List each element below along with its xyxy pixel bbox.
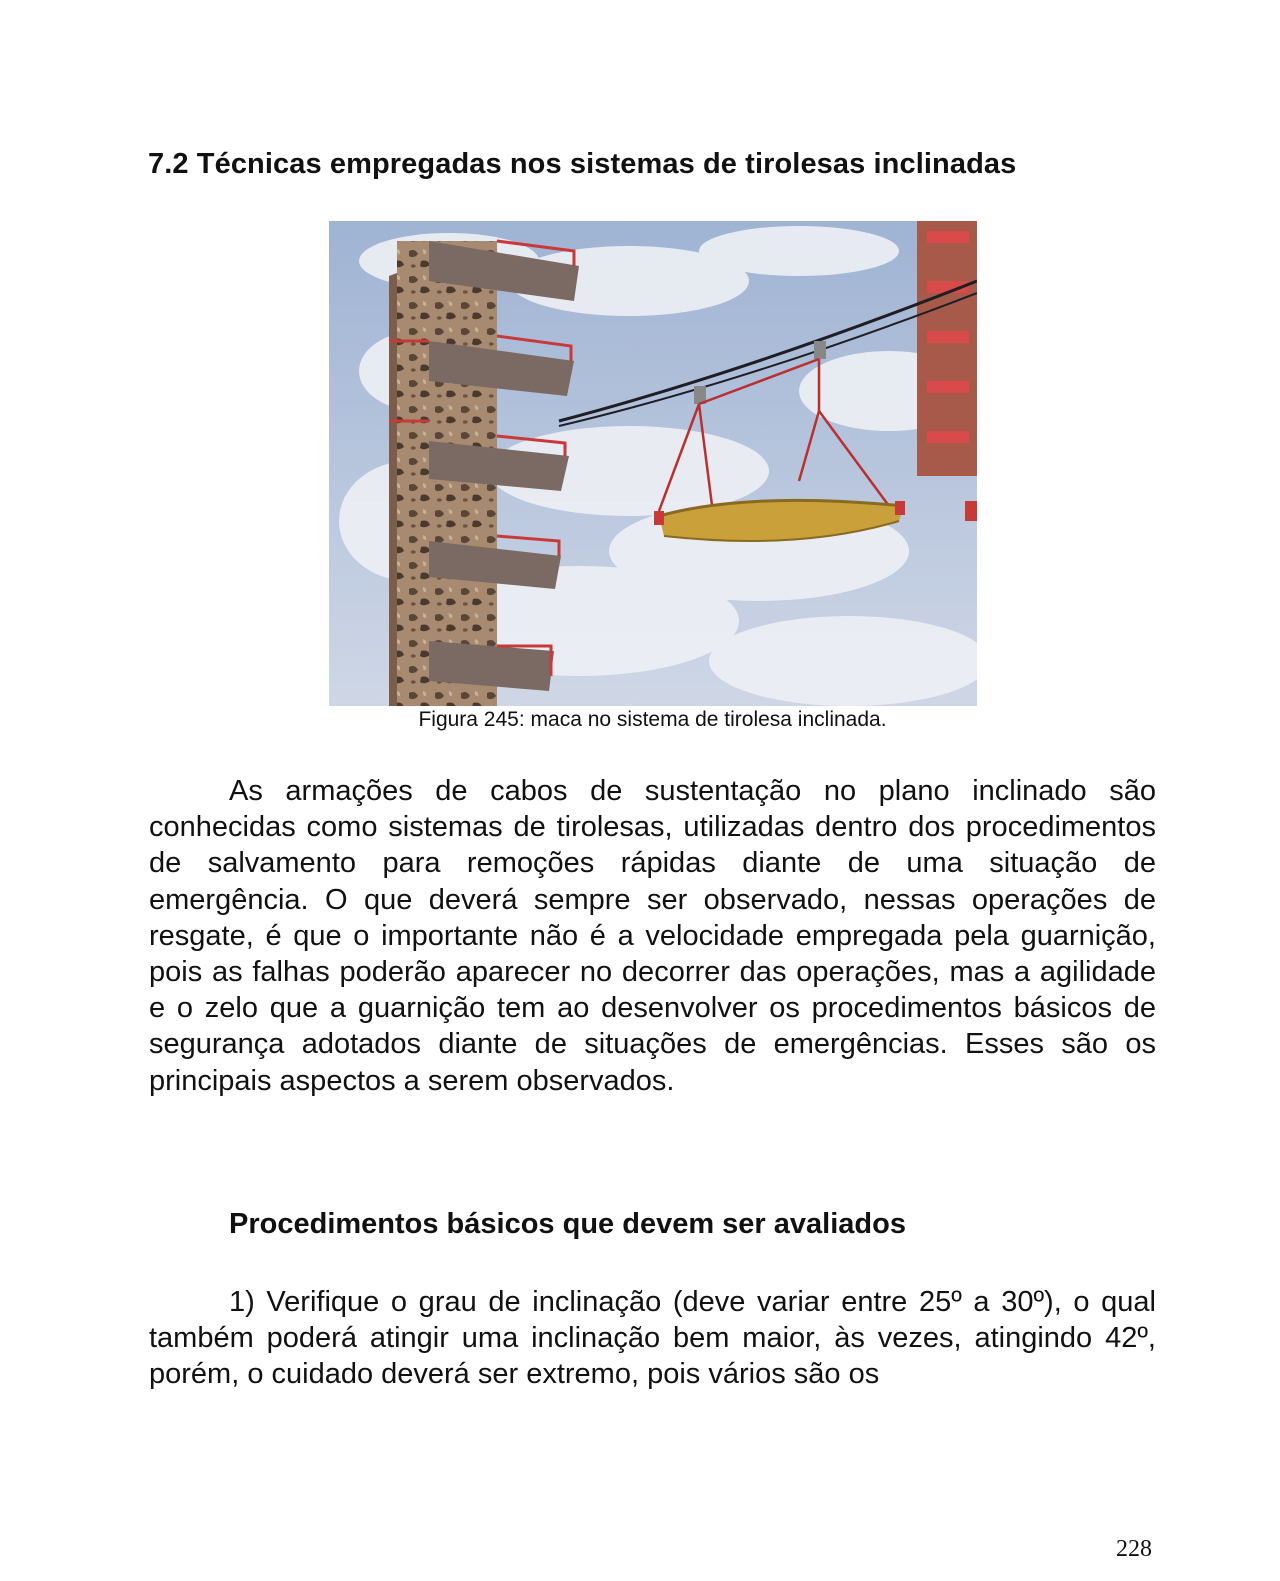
right-building bbox=[917, 221, 977, 521]
body-paragraph-2: 1) Verifique o grau de inclinação (deve variar entre 25º a 30º), o qual também poderá atingir uma inclinação bem maior, às vezes, atingindo 42º, porém, o cuidado deverá ser extremo, pois vários são os bbox=[149, 1286, 1156, 1391]
figure-caption: Figura 245: maca no sistema de tirolesa inclinada. bbox=[418, 708, 887, 731]
zipline-stretcher-photo bbox=[329, 221, 977, 706]
body-paragraph-1: As armações de cabos de sustentação no plano inclinado são conhecidas como sistemas de tirolesas, utilizadas dentro dos procedimentos de salvamento para remoções rápidas diante de uma situação de emergência. O que deverá sempre ser observado, nessas operações de resgate, é que o importante não é a velocidade empregada pela guarnição, pois as falhas poderão aparecer no decorrer das operações, mas a agilidade e o zelo que a guarnição tem ao desenvolver os procedimentos básicos de segurança adotados diante de situações de emergências. Esses são os principais aspectos a serem observados. bbox=[149, 775, 1156, 1097]
section-heading: 7.2 Técnicas empregadas nos sistemas de tirolesas inclinadas bbox=[148, 148, 1017, 180]
figure-photo bbox=[329, 221, 977, 706]
subsection-heading: Procedimentos básicos que devem ser avaliados bbox=[229, 1208, 906, 1240]
page-number: 228 bbox=[1116, 1536, 1152, 1562]
